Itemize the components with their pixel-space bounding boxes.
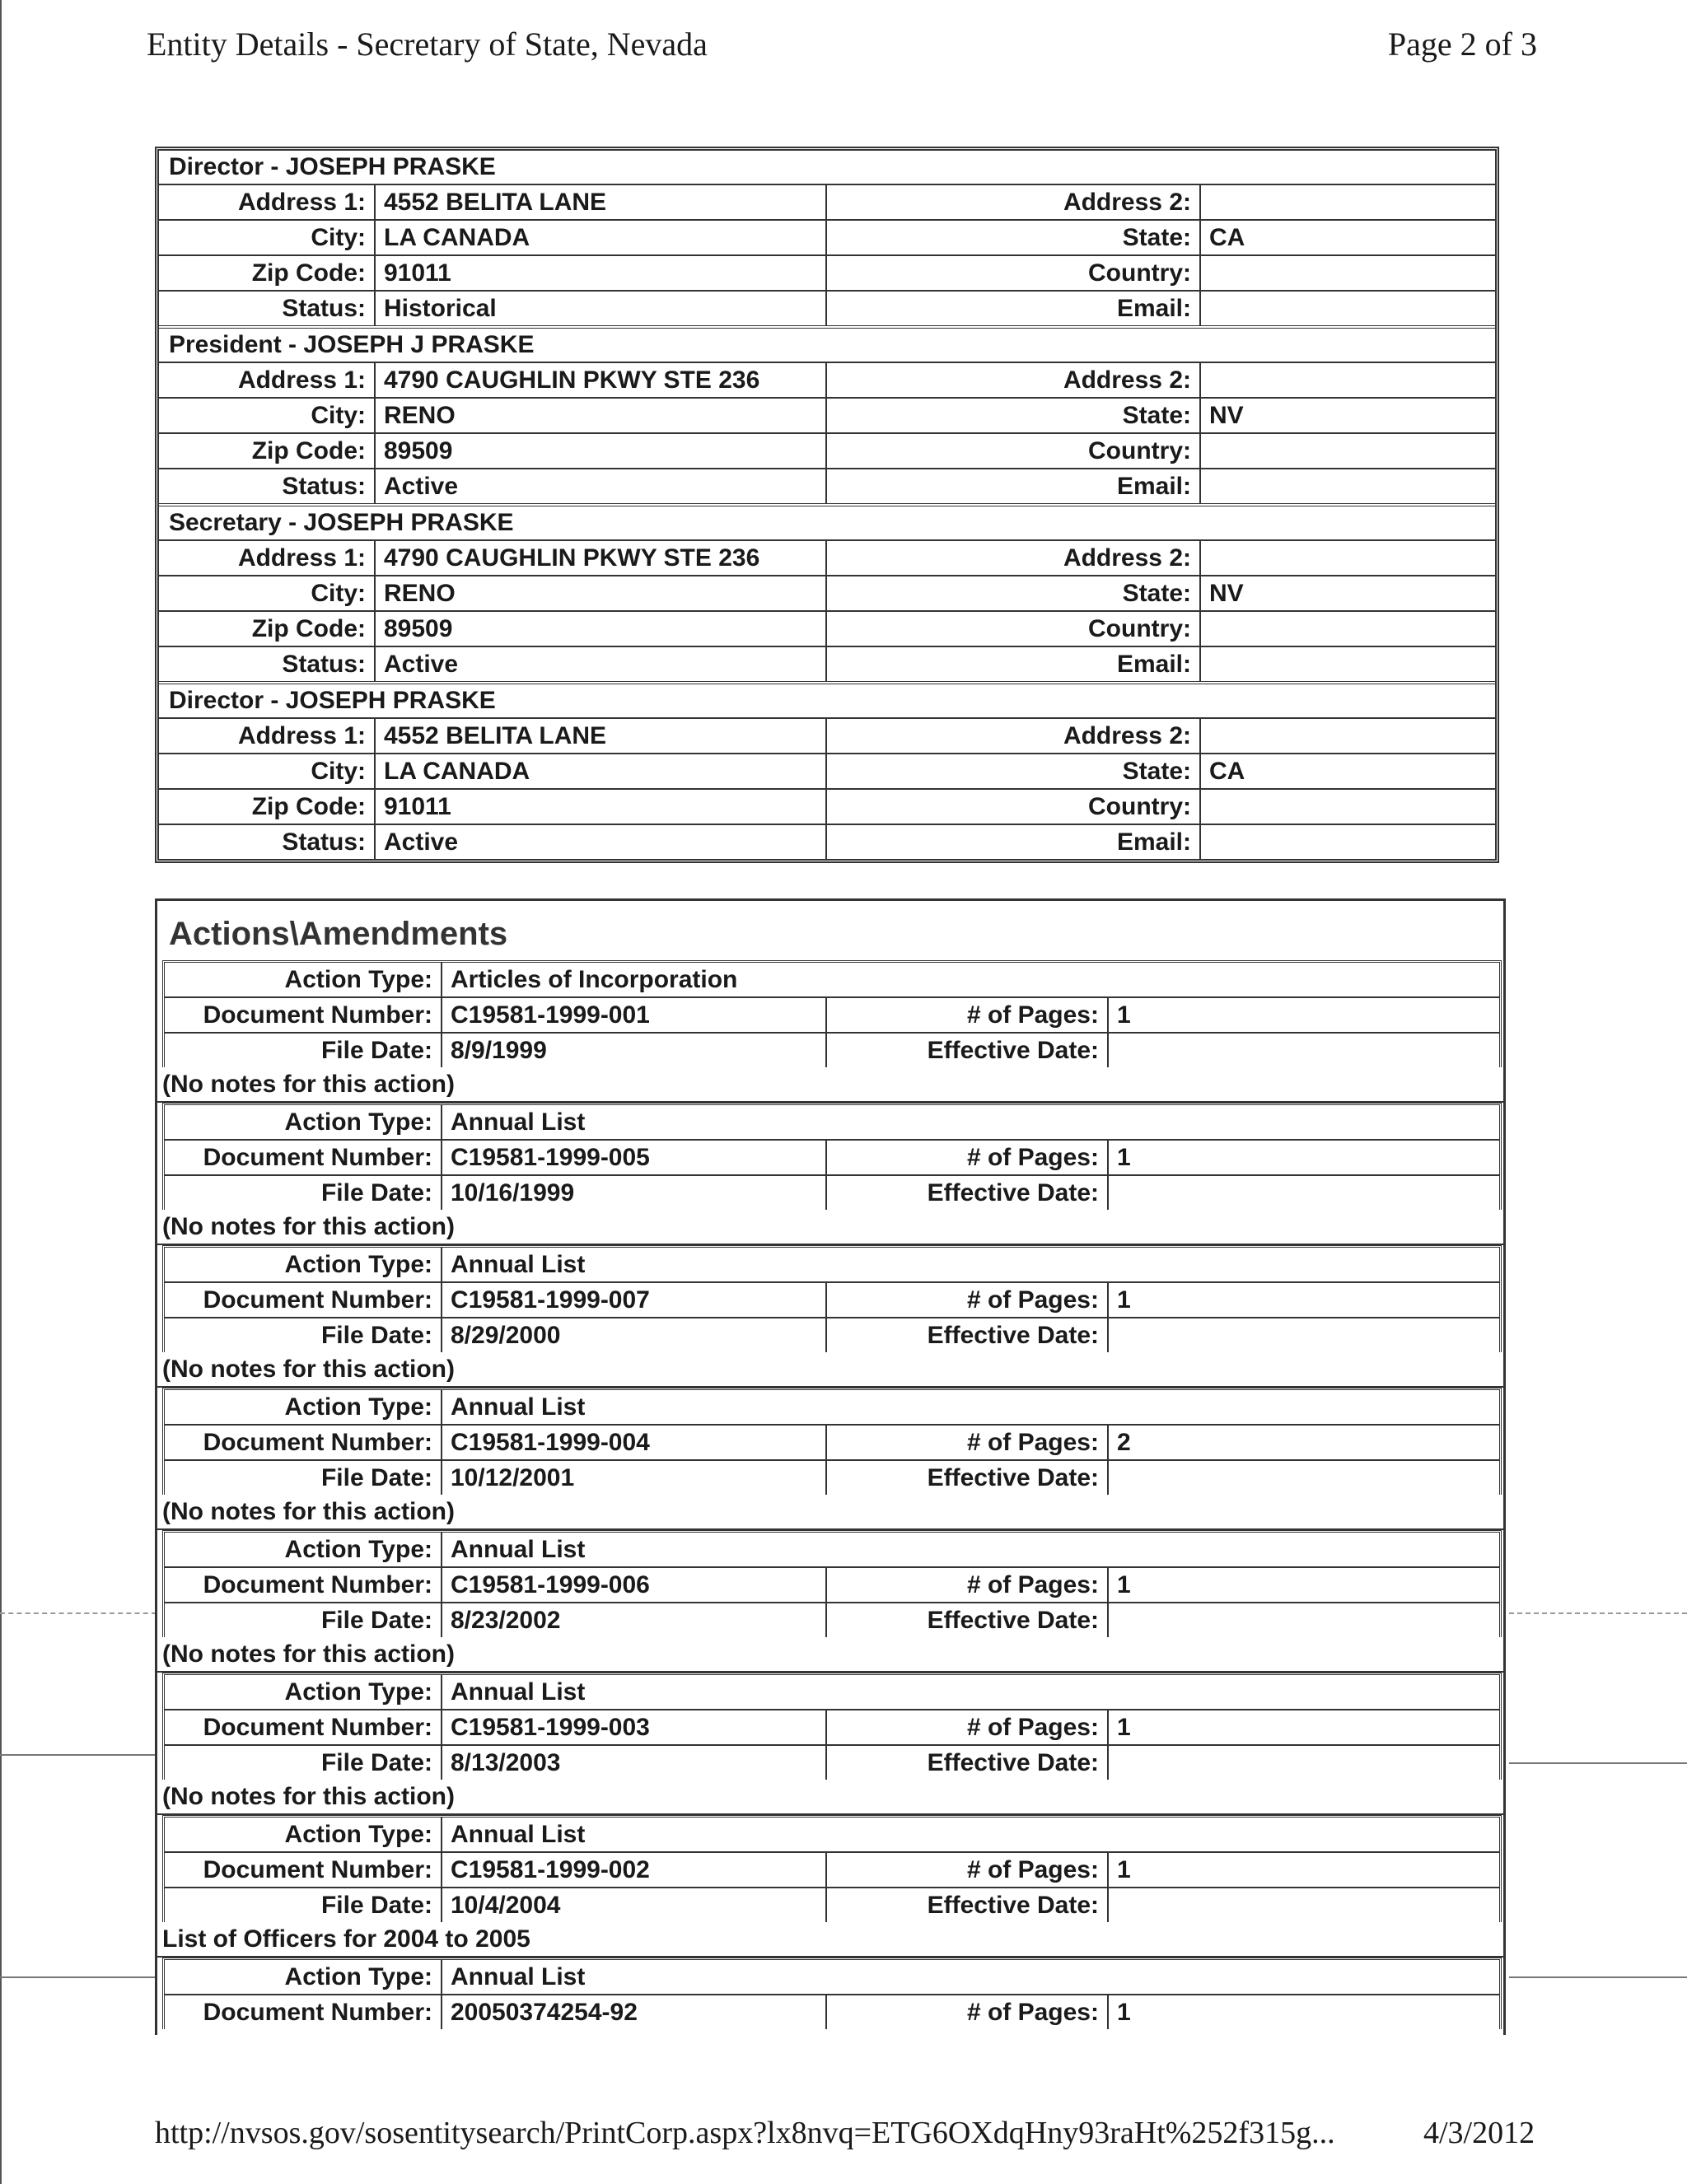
field-label: Country:: [827, 790, 1201, 824]
field-label: Address 1:: [159, 719, 376, 753]
address2-value: [1201, 185, 1495, 219]
scan-artifact-line: [0, 1976, 157, 1978]
field-label: Document Number:: [165, 998, 442, 1032]
table-row: [165, 998, 1499, 1034]
field-label: # of Pages:: [827, 1426, 1109, 1459]
table-row: [165, 1818, 1499, 1853]
field-label: State:: [827, 399, 1201, 432]
action-note: (No notes for this action): [157, 1210, 1503, 1245]
country-value: [1201, 790, 1495, 824]
action-type-value: Annual List: [451, 1678, 586, 1706]
footer-date: 4/3/2012: [1423, 2116, 1535, 2150]
city-value: LA CANADA: [376, 754, 827, 788]
scan-artifact-line: [1509, 1976, 1687, 1978]
field-label: Status:: [159, 825, 376, 859]
status-value: Active: [376, 825, 827, 859]
table-row: [165, 1105, 1499, 1141]
table-row: [159, 256, 1495, 292]
table-row: [165, 1318, 1499, 1352]
action-block: [162, 1103, 1502, 1210]
status-value: Active: [376, 469, 827, 503]
field-label: # of Pages:: [827, 1141, 1109, 1174]
field-label: Effective Date:: [827, 1746, 1109, 1780]
table-row: [165, 1176, 1499, 1210]
table-row: [159, 292, 1495, 325]
field-label: Address 1:: [159, 541, 376, 575]
table-row: [159, 647, 1495, 681]
action-block: [162, 1815, 1502, 1922]
officer-block: [159, 684, 1495, 859]
field-label: Address 1:: [159, 185, 376, 219]
field-label: Zip Code:: [159, 612, 376, 646]
state-value: NV: [1209, 580, 1244, 607]
pages-value: 1: [1117, 1286, 1131, 1314]
file-date-value: 8/29/2000: [442, 1318, 827, 1352]
field-label: Email:: [827, 292, 1201, 325]
officer-block: [159, 151, 1495, 329]
scan-artifact-line: [1509, 1612, 1687, 1614]
table-row: [165, 1034, 1499, 1067]
action-block: [162, 1673, 1502, 1780]
actions-heading: Actions\Amendments: [169, 916, 508, 952]
field-label: Effective Date:: [827, 1888, 1109, 1922]
action-block: [162, 1388, 1502, 1495]
action-type-value: Annual List: [451, 1251, 586, 1278]
address1-value: 4790 CAUGHLIN PKWY STE 236: [376, 363, 827, 397]
officer-block: [159, 329, 1495, 506]
field-label: Effective Date:: [827, 1176, 1109, 1210]
pages-value: 1: [1117, 1001, 1131, 1029]
table-row: [159, 754, 1495, 790]
field-label: Country:: [827, 612, 1201, 646]
field-label: Action Type:: [165, 1675, 442, 1709]
table-row: [165, 1995, 1499, 2029]
officer-title: Secretary - JOSEPH PRASKE: [159, 506, 1495, 541]
status-value: Active: [376, 647, 827, 681]
scan-artifact-line: [0, 1754, 157, 1756]
table-row: [159, 363, 1495, 399]
field-label: Action Type:: [165, 1390, 442, 1424]
table-row: [165, 1248, 1499, 1283]
effective-date-value: [1109, 1746, 1499, 1780]
field-label: Effective Date:: [827, 1318, 1109, 1352]
table-row: [165, 1960, 1499, 1995]
table-row: [159, 469, 1495, 503]
zip-value: 89509: [376, 612, 827, 646]
scan-artifact-line: [0, 1612, 157, 1614]
field-label: Action Type:: [165, 963, 442, 996]
field-label: Document Number:: [165, 1283, 442, 1317]
document-number-value: 20050374254-92: [442, 1995, 827, 2029]
scan-left-edge: [0, 0, 2, 2184]
field-label: Action Type:: [165, 1533, 442, 1566]
table-row: [159, 541, 1495, 576]
table-row: [159, 221, 1495, 256]
file-date-value: 8/9/1999: [442, 1034, 827, 1067]
table-row: [165, 1390, 1499, 1426]
document-number-value: C19581-1999-001: [442, 998, 827, 1032]
field-label: Document Number:: [165, 1853, 442, 1887]
document-number-value: C19581-1999-002: [442, 1853, 827, 1887]
table-row: [165, 1461, 1499, 1495]
field-label: File Date:: [165, 1746, 442, 1780]
officer-title: Director - JOSEPH PRASKE: [159, 684, 1495, 719]
field-label: City:: [159, 221, 376, 254]
file-date-value: 10/12/2001: [442, 1461, 827, 1495]
country-value: [1201, 256, 1495, 290]
address1-value: 4552 BELITA LANE: [376, 185, 827, 219]
field-label: Zip Code:: [159, 434, 376, 468]
table-row: [165, 1533, 1499, 1568]
field-label: Document Number:: [165, 1426, 442, 1459]
officer-title: Director - JOSEPH PRASKE: [159, 151, 1495, 185]
email-value: [1201, 469, 1495, 503]
action-type-value: Articles of Incorporation: [451, 966, 738, 993]
effective-date-value: [1109, 1318, 1499, 1352]
action-block: [162, 1530, 1502, 1637]
field-label: City:: [159, 754, 376, 788]
field-label: Action Type:: [165, 1818, 442, 1851]
field-label: File Date:: [165, 1318, 442, 1352]
action-note: (No notes for this action): [157, 1352, 1503, 1388]
field-label: # of Pages:: [827, 1995, 1109, 2029]
table-row: [159, 399, 1495, 434]
field-label: # of Pages:: [827, 1853, 1109, 1887]
action-block: [162, 960, 1502, 1067]
field-label: Effective Date:: [827, 1603, 1109, 1637]
country-value: [1201, 612, 1495, 646]
action-block: [162, 1245, 1502, 1352]
city-value: LA CANADA: [376, 221, 827, 254]
scan-artifact-line: [1509, 1762, 1687, 1764]
pages-value: 1: [1117, 1999, 1131, 2026]
table-row: [165, 1603, 1499, 1637]
document-number-value: C19581-1999-005: [442, 1141, 827, 1174]
field-label: Zip Code:: [159, 256, 376, 290]
state-value: CA: [1209, 224, 1245, 251]
field-label: Country:: [827, 434, 1201, 468]
field-label: Action Type:: [165, 1248, 442, 1281]
city-value: RENO: [376, 399, 827, 432]
pages-value: 1: [1117, 1714, 1131, 1741]
field-label: State:: [827, 754, 1201, 788]
effective-date-value: [1109, 1888, 1499, 1922]
city-value: RENO: [376, 576, 827, 610]
country-value: [1201, 434, 1495, 468]
table-row: [159, 434, 1495, 469]
address2-value: [1201, 541, 1495, 575]
field-label: Address 2:: [827, 185, 1201, 219]
email-value: [1201, 825, 1495, 859]
file-date-value: 10/4/2004: [442, 1888, 827, 1922]
file-date-value: 8/23/2002: [442, 1603, 827, 1637]
effective-date-value: [1109, 1461, 1499, 1495]
action-type-value: Annual List: [451, 1821, 586, 1848]
table-row: [165, 1746, 1499, 1780]
footer-url: http://nvsos.gov/sosentitysearch/PrintCorp.aspx?lx8nvq=ETG6OXdqHny93raHt%252f315g...: [155, 2116, 1335, 2150]
field-label: File Date:: [165, 1603, 442, 1637]
document-number-value: C19581-1999-003: [442, 1710, 827, 1744]
table-row: [159, 790, 1495, 825]
table-row: [159, 719, 1495, 754]
field-label: Status:: [159, 292, 376, 325]
pages-value: 1: [1117, 1856, 1131, 1883]
field-label: Email:: [827, 647, 1201, 681]
table-row: [165, 963, 1499, 998]
address2-value: [1201, 363, 1495, 397]
action-note: (No notes for this action): [157, 1495, 1503, 1530]
pages-value: 1: [1117, 1144, 1131, 1171]
field-label: Document Number:: [165, 1141, 442, 1174]
action-note: List of Officers for 2004 to 2005: [157, 1922, 1503, 1958]
table-row: [165, 1426, 1499, 1461]
action-type-value: Annual List: [451, 1393, 586, 1421]
field-label: # of Pages:: [827, 1283, 1109, 1317]
action-type-value: Annual List: [451, 1108, 586, 1136]
table-row: [165, 1141, 1499, 1176]
email-value: [1201, 647, 1495, 681]
field-label: State:: [827, 221, 1201, 254]
effective-date-value: [1109, 1034, 1499, 1067]
field-label: Address 1:: [159, 363, 376, 397]
field-label: Address 2:: [827, 363, 1201, 397]
table-row: [165, 1675, 1499, 1710]
field-label: File Date:: [165, 1176, 442, 1210]
action-block: [162, 1958, 1502, 2029]
file-date-value: 8/13/2003: [442, 1746, 827, 1780]
address2-value: [1201, 719, 1495, 753]
address1-value: 4790 CAUGHLIN PKWY STE 236: [376, 541, 827, 575]
field-label: Action Type:: [165, 1105, 442, 1139]
field-label: City:: [159, 576, 376, 610]
table-row: [159, 576, 1495, 612]
document-number-value: C19581-1999-007: [442, 1283, 827, 1317]
table-row: [165, 1568, 1499, 1603]
action-note: (No notes for this action): [157, 1637, 1503, 1673]
table-row: [159, 612, 1495, 647]
zip-value: 89509: [376, 434, 827, 468]
document-number-value: C19581-1999-004: [442, 1426, 827, 1459]
officer-block: [159, 506, 1495, 684]
zip-value: 91011: [376, 790, 827, 824]
address1-value: 4552 BELITA LANE: [376, 719, 827, 753]
action-type-value: Annual List: [451, 1536, 586, 1563]
pages-value: 2: [1117, 1429, 1131, 1456]
state-value: CA: [1209, 758, 1245, 785]
table-row: [165, 1888, 1499, 1922]
email-value: [1201, 292, 1495, 325]
action-type-value: Annual List: [451, 1963, 586, 1990]
field-label: Email:: [827, 825, 1201, 859]
field-label: Address 2:: [827, 719, 1201, 753]
action-note: (No notes for this action): [157, 1067, 1503, 1103]
field-label: Zip Code:: [159, 790, 376, 824]
field-label: Status:: [159, 469, 376, 503]
field-label: State:: [827, 576, 1201, 610]
field-label: Status:: [159, 647, 376, 681]
field-label: # of Pages:: [827, 1710, 1109, 1744]
field-label: City:: [159, 399, 376, 432]
state-value: NV: [1209, 402, 1244, 429]
table-row: [165, 1853, 1499, 1888]
status-value: Historical: [376, 292, 827, 325]
field-label: # of Pages:: [827, 998, 1109, 1032]
field-label: Effective Date:: [827, 1034, 1109, 1067]
table-row: [165, 1710, 1499, 1746]
action-note: (No notes for this action): [157, 1780, 1503, 1815]
field-label: # of Pages:: [827, 1568, 1109, 1602]
effective-date-value: [1109, 1176, 1499, 1210]
field-label: Country:: [827, 256, 1201, 290]
field-label: Email:: [827, 469, 1201, 503]
field-label: File Date:: [165, 1034, 442, 1067]
field-label: Address 2:: [827, 541, 1201, 575]
actions-table: [155, 898, 1506, 2035]
field-label: Document Number:: [165, 1568, 442, 1602]
field-label: Document Number:: [165, 1710, 442, 1744]
field-label: Effective Date:: [827, 1461, 1109, 1495]
field-label: File Date:: [165, 1888, 442, 1922]
page-header-title: Entity Details - Secretary of State, Nevada: [147, 26, 708, 63]
table-row: [159, 185, 1495, 221]
field-label: File Date:: [165, 1461, 442, 1495]
officers-table: [155, 147, 1499, 863]
actions-list: [157, 960, 1503, 2029]
document-number-value: C19581-1999-006: [442, 1568, 827, 1602]
page-number: Page 2 of 3: [1387, 26, 1537, 63]
effective-date-value: [1109, 1603, 1499, 1637]
field-label: Action Type:: [165, 1960, 442, 1994]
table-row: [165, 1283, 1499, 1318]
pages-value: 1: [1117, 1571, 1131, 1598]
officer-title: President - JOSEPH J PRASKE: [159, 329, 1495, 363]
zip-value: 91011: [376, 256, 827, 290]
field-label: Document Number:: [165, 1995, 442, 2029]
table-row: [159, 825, 1495, 859]
file-date-value: 10/16/1999: [442, 1176, 827, 1210]
